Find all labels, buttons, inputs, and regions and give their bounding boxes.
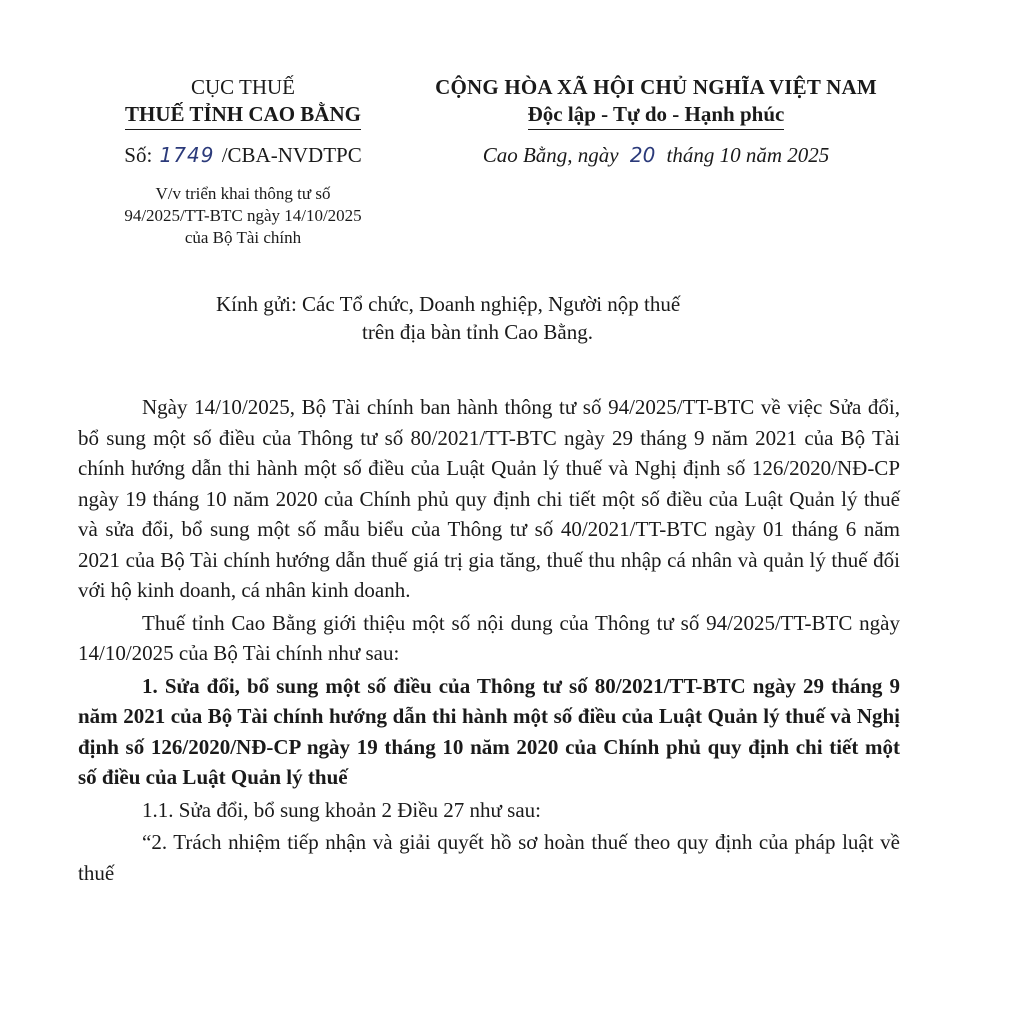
- body-paragraph: Ngày 14/10/2025, Bộ Tài chính ban hành thông tư số 94/2025/TT-BTC về việc Sửa đổi, bổ sung một số điều của Thông tư số 80/2021/TT-BTC ngày 29 tháng 9 năm 2021 của Bộ Tài chính hướng dẫn thi hành một số điều của Luật Quản lý thuế và Nghị định số 126/2020/NĐ-CP ngày 19 tháng 10 năm 2020 của Chính phủ quy định chi tiết một số điều của Luật Quản lý thuế và sửa đổi, bổ sung một số mẫu biểu của Thông tư số 40/2021/TT-BTC ngày 01 tháng 6 năm 2021 của Bộ Tài chính hướng dẫn thuế giá trị gia tăng, thuế thu nhập cá nhân và quản lý thuế đối với hộ kinh doanh, cá nhân kinh doanh.: [78, 395, 900, 602]
- national-header-block: [400, 74, 912, 169]
- date-day-handwritten: 20: [629, 143, 656, 167]
- national-title: CỘNG HÒA XÃ HỘI CHỦ NGHĨA VIỆT NAM: [435, 75, 877, 99]
- body-paragraph: Thuế tỉnh Cao Bằng giới thiệu một số nội dung của Thông tư số 94/2025/TT-BTC ngày 14/10/2025 của Bộ Tài chính như sau:: [78, 610, 900, 665]
- document-subject: [78, 183, 408, 249]
- recipient-line: Kính gửi: Các Tổ chức, Doanh nghiệp, Người nộp thuế: [216, 292, 681, 316]
- doc-number-suffix: /CBA-NVDTPC: [221, 143, 362, 167]
- body-paragraph: 1.1. Sửa đổi, bổ sung khoản 2 Điều 27 như sau:: [142, 797, 541, 822]
- subject-line: của Bộ Tài chính: [184, 228, 302, 247]
- national-motto: Độc lập - Tự do - Hạnh phúc: [528, 101, 785, 130]
- recipient-block: [200, 290, 800, 346]
- issuing-agency-block: [78, 74, 408, 249]
- section-heading: 1. Sửa đổi, bổ sung một số điều của Thông tư số 80/2021/TT-BTC ngày 29 tháng 9 năm 2021 của Bộ Tài chính hướng dẫn thi hành một số điều của Luật Quản lý thuế và Nghị định số 126/2020/NĐ-CP ngày 19 tháng 10 năm 2020 của Chính phủ quy định chi tiết một số điều của Luật Quản lý thuế: [78, 673, 900, 789]
- subject-line: V/v triển khai thông tư số: [155, 184, 331, 203]
- doc-number-prefix: Số:: [124, 143, 153, 167]
- place-and-date: [400, 142, 912, 169]
- date-suffix: tháng 10 năm 2025: [666, 143, 830, 167]
- date-prefix: Cao Bằng, ngày: [482, 143, 619, 167]
- body-paragraph: “2. Trách nhiệm tiếp nhận và giải quyết hồ sơ hoàn thuế theo quy định của pháp luật về thuế: [78, 830, 900, 885]
- doc-number-handwritten: 1749: [159, 143, 215, 167]
- recipient-line: trên địa bàn tỉnh Cao Bằng.: [362, 320, 593, 344]
- parent-agency: CỤC THUẾ: [190, 75, 296, 99]
- subject-line: 94/2025/TT-BTC ngày 14/10/2025: [124, 206, 362, 225]
- document-number: [78, 142, 408, 169]
- issuing-department: THUẾ TỈNH CAO BẰNG: [125, 101, 361, 130]
- document-body: [78, 392, 900, 888]
